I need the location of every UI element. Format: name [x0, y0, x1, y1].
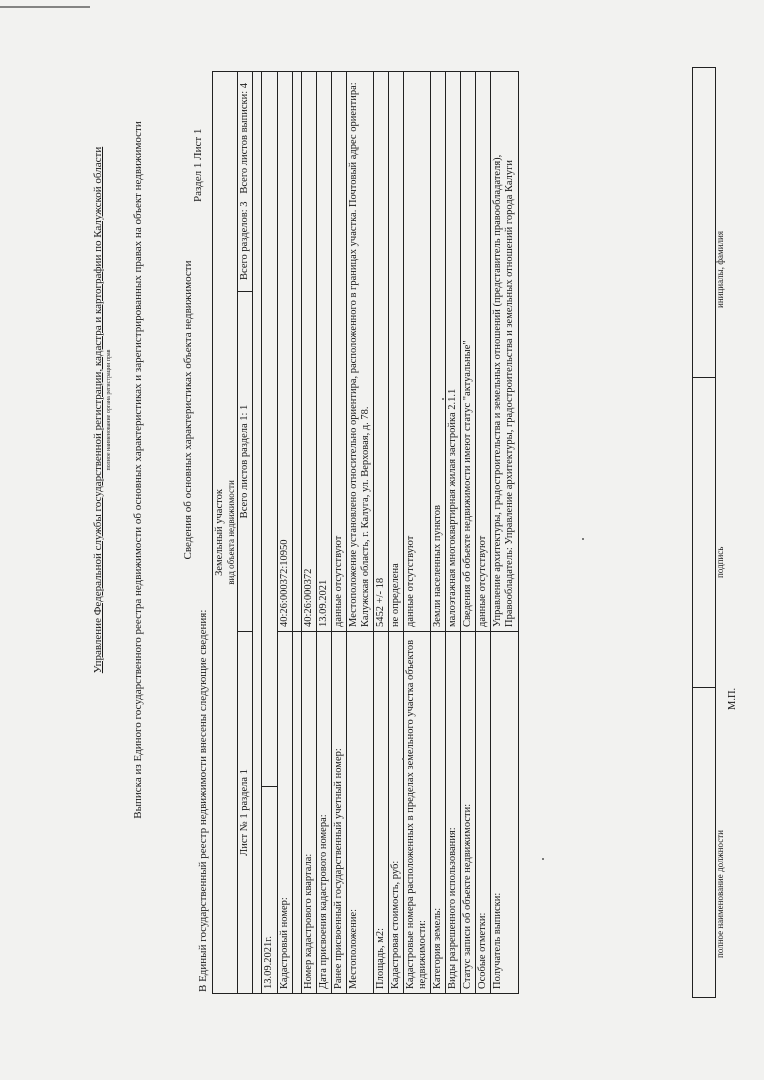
stamp-place: М.П.: [727, 687, 738, 710]
row-value: Земли населенных пунктов: [431, 71, 446, 631]
row-value: Управление архитектуры, градостроительства и земельных отношений (представитель правообладателя), Правообладатель: Управление архитектуры, градостроительства и земельных отношений города Калуги: [491, 71, 518, 631]
scan-speck: [582, 538, 584, 540]
row-label: Кадастровая стоимость, руб:: [388, 632, 403, 994]
table-row: [446, 71, 461, 993]
object-type-cell: [213, 71, 238, 993]
sheet-number: Лист № 1 раздела 1: [238, 632, 253, 994]
section-title: Сведения об основных характеристиках объекта недвижимости: [182, 260, 194, 560]
sheets-total: [238, 71, 253, 291]
row-label: Площадь, м2:: [373, 632, 388, 994]
table-row: [476, 71, 491, 993]
sheets-total-label: Всего листов выписки: 4: [239, 83, 251, 194]
row-label: Виды разрешенного использования:: [446, 632, 461, 994]
row-label: Местоположение:: [346, 632, 373, 994]
row-value: малоэтажная многоквартирная жилая застройка 2.1.1: [446, 71, 461, 631]
table-row: [461, 71, 476, 993]
scan-speck: [402, 758, 404, 760]
row-value: данные отсутствуют: [331, 71, 346, 631]
sheets-in-section: Всего листов раздела 1: 1: [238, 292, 253, 632]
position-caption: полное наименование должности: [715, 830, 725, 958]
table-row: [277, 71, 292, 993]
row-label: Номер кадастрового квартала:: [301, 632, 316, 994]
scan-speck: [542, 858, 544, 860]
section-label: Раздел 1 Лист 1: [192, 128, 204, 202]
extract-date: 13.09.2021г.: [262, 787, 277, 994]
table-row: [431, 71, 446, 993]
row-value: данные отсутствуют: [476, 71, 491, 631]
organization-caption: полное наименование органа регистрации прав: [106, 349, 112, 471]
characteristics-rows: [277, 71, 518, 993]
table-row: [346, 71, 373, 993]
characteristics-table: [212, 71, 519, 994]
row-label: Ранее присвоенный государственный учетный номер:: [331, 632, 346, 994]
row-value: 40:26:000372: [301, 71, 316, 631]
row-label: [292, 632, 301, 994]
row-label: Категория земель:: [431, 632, 446, 994]
lead-text: В Единый государственный реестр недвижимости внесены следующие сведения:: [197, 609, 209, 992]
position-cell: [693, 688, 716, 998]
document-page: [22, 20, 742, 1060]
table-row: [388, 71, 403, 993]
date-blank: [262, 71, 277, 786]
signature-table: [692, 67, 716, 998]
signature-captions: [715, 68, 729, 998]
organization-name: Управление Федеральной службы государственной регистрации, кадастра и картографии по Калужской области: [92, 146, 104, 674]
signature-cell: [693, 378, 716, 688]
object-type: Земельный участок: [214, 489, 225, 576]
object-type-caption: вид объекта недвижимости: [226, 480, 237, 585]
signature-caption: подпись: [715, 546, 725, 578]
row-value: [292, 71, 301, 631]
scan-edge-line: [0, 6, 90, 8]
row-label: Кадастровые номера расположенных в пределах земельного участка объектов недвижимости:: [404, 632, 431, 994]
name-caption: инициалы, фамилия: [715, 231, 725, 308]
row-label: Статус записи об объекте недвижимости:: [461, 632, 476, 994]
table-row: [316, 71, 331, 993]
table-row: [331, 71, 346, 993]
document-title: Выписка из Единого государственного реестра недвижимости об основных характеристиках и зарегистрированных правах на объект недвижимости: [132, 121, 144, 819]
scan-speck: [442, 398, 444, 400]
row-value: Сведения об объекте недвижимости имеют статус "актуальные": [461, 71, 476, 631]
name-cell: [693, 68, 716, 378]
sections-total: Всего разделов: 3: [239, 201, 251, 280]
spacer-row: [253, 71, 262, 993]
table-row: [404, 71, 431, 993]
row-label: Кадастровый номер:: [277, 632, 292, 994]
row-value: не определена: [388, 71, 403, 631]
row-value: 40:26:000372:10950: [277, 71, 292, 631]
row-label: Дата присвоения кадастрового номера:: [316, 632, 331, 994]
table-row: [491, 71, 518, 993]
row-value: данные отсутствуют: [404, 71, 431, 631]
row-value: 5452 +/- 18: [373, 71, 388, 631]
table-row: [373, 71, 388, 993]
row-value: Местоположение установлено относительно ориентира, расположенного в границах участка. Почтовый адрес ориентира: Калужская область, г. Калуга, ул. Верховая, д. 78.: [346, 71, 373, 631]
table-row: [292, 71, 301, 993]
row-label: Получатель выписки:: [491, 632, 518, 994]
table-row: [301, 71, 316, 993]
row-value: 13.09.2021: [316, 71, 331, 631]
row-label: Особые отметки:: [476, 632, 491, 994]
